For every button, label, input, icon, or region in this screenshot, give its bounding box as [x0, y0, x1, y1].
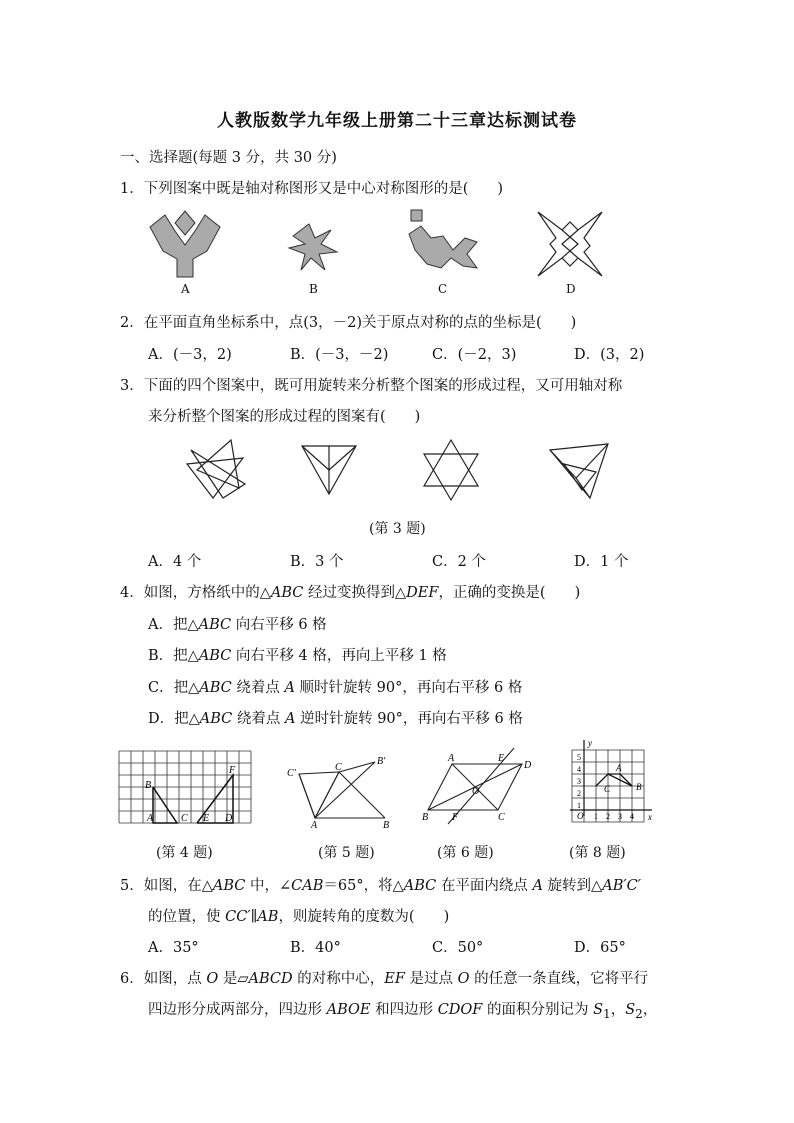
fig4-grid: [119, 751, 255, 825]
q3-option-a: A．4 个: [148, 554, 202, 570]
fig6-label-f: F: [452, 812, 459, 823]
fig8-point-a: A: [616, 763, 622, 773]
fig8-xtick-4: 4: [630, 812, 634, 821]
fig6-label-d: D: [524, 760, 532, 771]
fig8-coordinate-grid: [560, 738, 656, 822]
question-2-stem: 2．在平面直角坐标系中，点(3，－2)关于原点对称的点的坐标是( ): [120, 315, 577, 331]
q3-option-d: D．1 个: [574, 554, 629, 570]
fig8-ytick-2: 2: [577, 789, 581, 798]
fig4-label-a: A: [147, 813, 154, 824]
q5-option-d: D．65°: [574, 940, 626, 956]
fig8-xtick-2: 2: [606, 812, 610, 821]
q1-figure-a: [145, 205, 225, 283]
fig5-label-c: C: [335, 762, 342, 773]
q1-label-d: D: [566, 282, 576, 296]
q4-option-d: D．把△ABC 绕着点 A 逆时针旋转 90°，再向右平移 6 格: [148, 711, 523, 727]
question-5-line2: 的位置，使 CC′∥AB，则旋转角的度数为( ): [148, 909, 450, 925]
fig6-label-o: O: [472, 786, 480, 797]
q1-figure-d: [534, 208, 606, 280]
fig8-point-c: C: [604, 784, 611, 794]
fig6-figure: [420, 744, 532, 826]
fig6-label-c: C: [498, 812, 505, 823]
question-3-stem-line2: 来分析整个图案的形成过程的图案有( ): [148, 409, 421, 425]
fig8-caption: (第 8 题): [569, 845, 626, 861]
q3-figure-1: [183, 436, 249, 502]
fig4-label-d: D: [225, 813, 233, 824]
q1-label-a: A: [181, 282, 190, 296]
fig8-xtick-3: 3: [618, 812, 622, 821]
fig8-point-b: B: [636, 782, 642, 792]
fig4-caption: (第 4 题): [156, 845, 213, 861]
fig8-origin: O: [577, 811, 584, 821]
question-3-stem-line1: 3．下面的四个图案中，既可用旋转来分析整个图案的形成过程，又可用轴对称: [120, 378, 623, 394]
fig8-ytick-5: 5: [577, 753, 581, 762]
fig8-xtick-1: 1: [594, 812, 598, 821]
q5-option-a: A．35°: [148, 940, 199, 956]
q2-option-c: C．(－2，3): [432, 347, 517, 363]
q3-option-c: C．2 个: [432, 554, 486, 570]
q4-option-a: A．把△ABC 向右平移 6 格: [148, 617, 327, 633]
q2-option-a: A．(－3，2): [148, 347, 232, 363]
question-4-stem: 4．如图，方格纸中的△ABC 经过变换得到△DEF，正确的变换是( ): [120, 585, 581, 601]
question-5-line1: 5．如图，在△ABC 中，∠CAB＝65°，将△ABC 在平面内绕点 A 旋转到△AB′C′: [120, 878, 642, 894]
q3-option-b: B．3 个: [290, 554, 344, 570]
fig5-label-b-prime: B′: [377, 756, 386, 767]
q1-label-c: C: [438, 282, 448, 296]
q1-figure-c: [405, 206, 481, 278]
q2-option-b: B．(－3，－2): [290, 347, 389, 363]
q3-caption: (第 3 题): [369, 521, 426, 537]
q4-option-c: C．把△ABC 绕着点 A 顺时针旋转 90°，再向右平移 6 格: [148, 680, 523, 696]
question-6-line2: 四边形分成两部分，四边形 ABOE 和四边形 CDOF 的面积分别记为 $S_1$，$S_2$，: [148, 1002, 658, 1021]
fig6-label-a: A: [448, 753, 455, 764]
q4-option-b: B．把△ABC 向右平移 4 格，再向上平移 1 格: [148, 648, 447, 664]
q3-figure-3: [420, 438, 482, 502]
fig8-ytick-4: 4: [577, 765, 581, 774]
fig5-figure: [285, 756, 395, 830]
fig4-label-b: B: [145, 780, 152, 791]
q3-figure-2: [298, 442, 360, 500]
question-1-stem: 1．下列图案中既是轴对称图形又是中心对称图形的是( ): [120, 181, 504, 197]
fig5-label-a: A: [311, 820, 318, 831]
fig8-axis-y: y: [588, 738, 592, 748]
question-6-line1: 6．如图，点 O 是▱ABCD 的对称中心，EF 是过点 O 的任意一条直线，它将平行: [120, 971, 649, 987]
q3-figure-4: [546, 442, 612, 502]
fig8-ytick-1: 1: [577, 801, 581, 810]
section-heading: 一、选择题(每题 3 分，共 30 分): [120, 150, 337, 166]
q5-option-b: B．40°: [290, 940, 341, 956]
fig5-label-c-prime: C′: [287, 768, 296, 779]
fig6-caption: (第 6 题): [437, 845, 494, 861]
fig5-caption: (第 5 题): [318, 845, 375, 861]
fig6-label-b: B: [422, 812, 429, 823]
fig4-label-c: C: [181, 813, 188, 824]
fig5-label-b: B: [383, 820, 390, 831]
fig6-label-e: E: [498, 753, 505, 764]
page-title: 人教版数学九年级上册第二十三章达标测试卷: [217, 111, 577, 131]
fig4-label-f: F: [229, 765, 236, 776]
q1-label-b: B: [309, 282, 318, 296]
fig8-ytick-3: 3: [577, 777, 581, 786]
fig8-axis-x: x: [648, 812, 652, 822]
q5-option-c: C．50°: [432, 940, 484, 956]
q2-option-d: D．(3，2): [574, 347, 645, 363]
fig4-label-e: E: [203, 813, 210, 824]
q1-figure-b: [285, 218, 345, 276]
